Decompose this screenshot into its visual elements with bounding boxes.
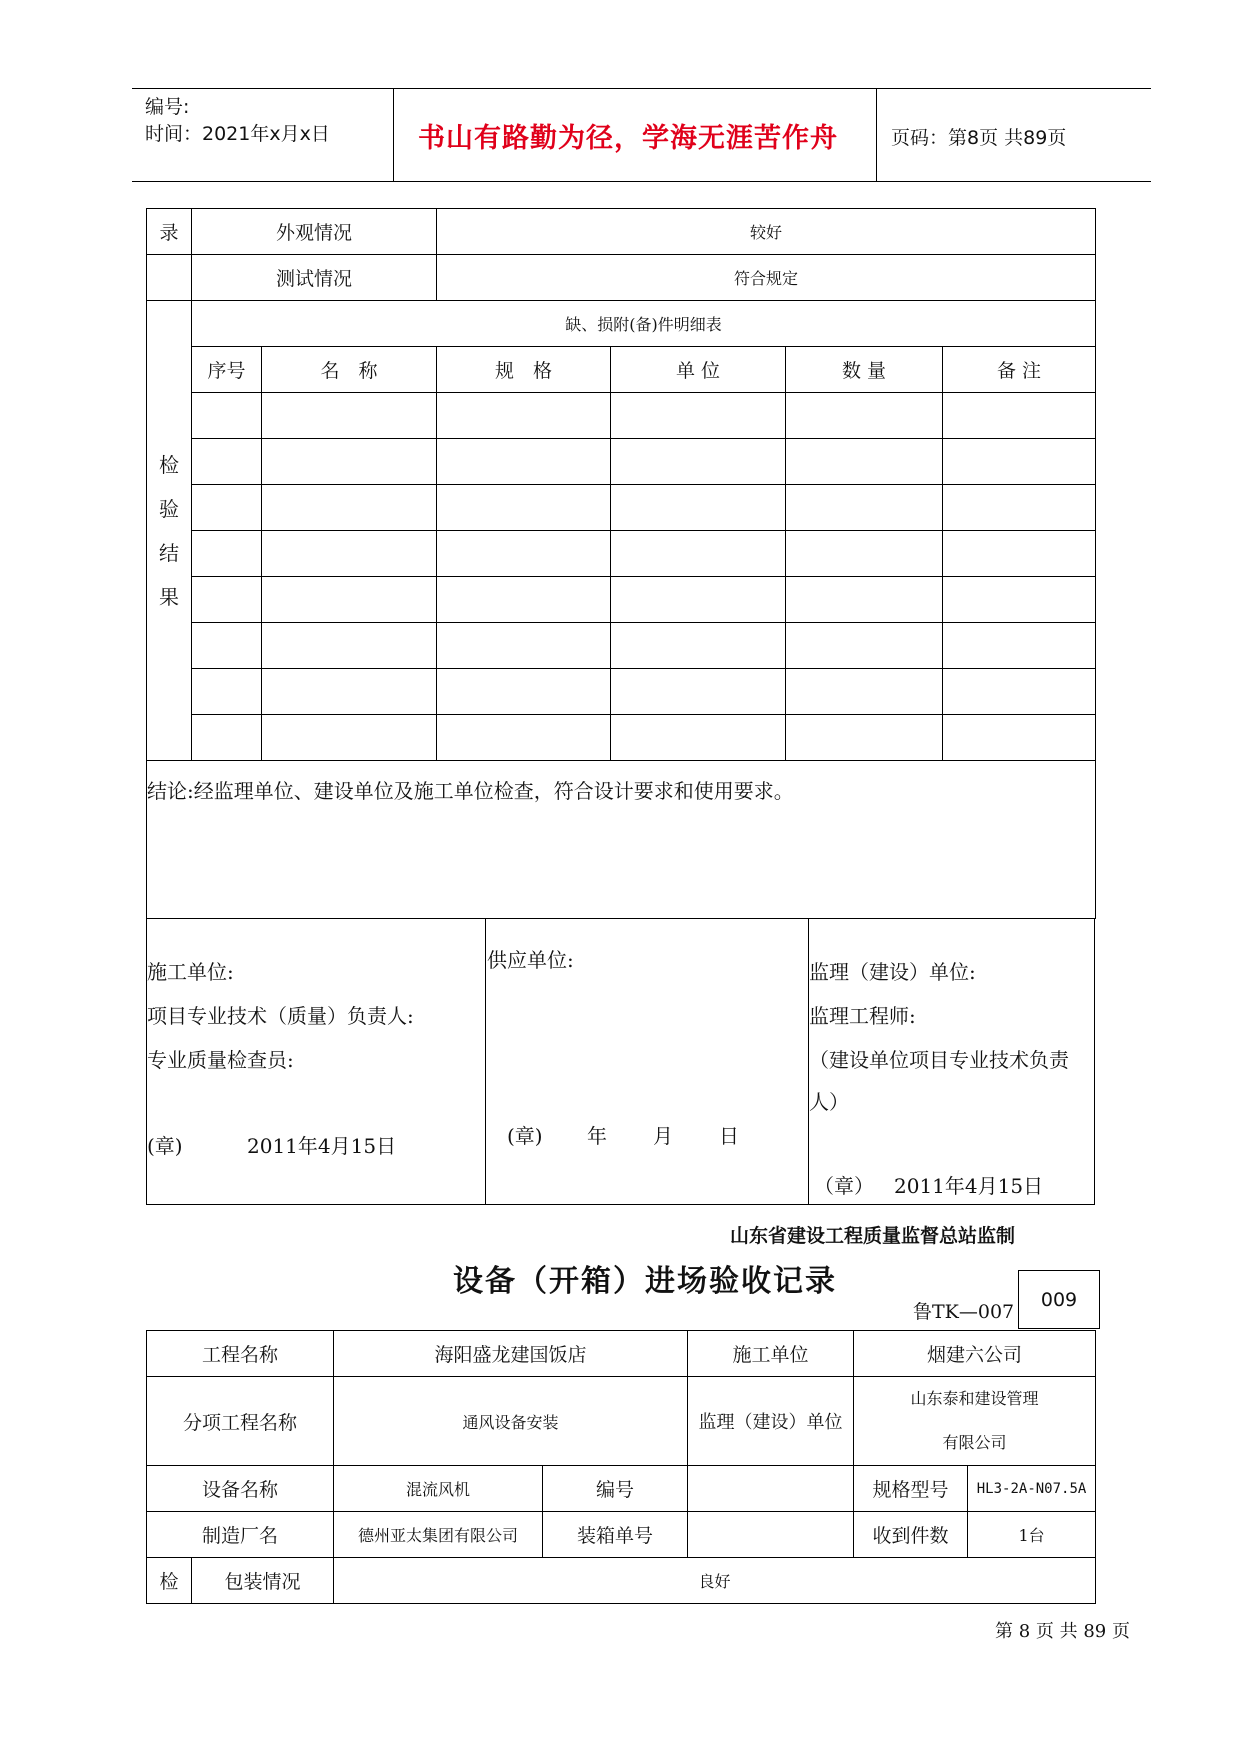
motto: 书山有路勤为径，学海无涯苦作舟 [418, 123, 838, 154]
packing-no-value [688, 1512, 854, 1558]
side-label-blank [147, 255, 192, 301]
supervisor-seal: （章） [814, 1174, 874, 1198]
supervisor-note-line2: 人） [809, 1090, 849, 1114]
supervisor-value-line1: 山东泰和建设管理 [910, 1389, 1039, 1408]
col-header-name: 名 称 [262, 347, 437, 393]
project-name-label: 工程名称 [147, 1331, 334, 1377]
supervisor-date: 2011年4月15日 [894, 1174, 1044, 1198]
conclusion: 结论:经监理单位、建设单位及施工单位检查，符合设计要求和使用要求。 [147, 761, 1096, 919]
supplier-seal: (章) [507, 1124, 543, 1148]
header-divider-1 [393, 88, 394, 181]
col-header-remark: 备 注 [943, 347, 1096, 393]
table-row [147, 485, 1096, 531]
appearance-value: 较好 [437, 209, 1096, 255]
col-header-qty: 数 量 [786, 347, 943, 393]
table-row [147, 623, 1096, 669]
contractor-tech-label: 项目专业技术（质量）负责人: [147, 1004, 414, 1028]
equipment-name-value: 混流风机 [334, 1466, 543, 1512]
header-top-rule [132, 88, 1151, 89]
issuing-org: 山东省建设工程质量监督总站监制 [730, 1225, 1016, 1247]
col-header-unit: 单 位 [611, 347, 786, 393]
supervisor-label: 监理（建设）单位 [688, 1377, 854, 1466]
received-value: 1台 [968, 1512, 1096, 1558]
table-row [147, 715, 1096, 761]
maker-label: 制造厂名 [147, 1512, 334, 1558]
inspect-side-label: 检 [147, 1558, 192, 1604]
table-row [147, 577, 1096, 623]
table-row [147, 439, 1096, 485]
number-label: 编号 [543, 1466, 688, 1512]
appearance-label: 外观情况 [192, 209, 437, 255]
model-label: 规格型号 [854, 1466, 968, 1512]
contractor-unit-label: 施工单位: [147, 960, 234, 984]
equipment-table [146, 1330, 1096, 1604]
contractor-seal: (章) [147, 1134, 183, 1158]
packaging-label: 包装情况 [192, 1558, 334, 1604]
form-code-label: 鲁TK—007 [913, 1301, 1015, 1323]
contractor-value: 烟建六公司 [854, 1331, 1096, 1377]
supplier-day: 日 [719, 1124, 739, 1148]
test-label: 测试情况 [192, 255, 437, 301]
model-value: HL3-2A-N07.5A [968, 1466, 1096, 1512]
side-char-1: 检 [159, 452, 179, 477]
supplier-month: 月 [653, 1124, 673, 1148]
header-divider-2 [876, 88, 877, 181]
equipment-name-label: 设备名称 [147, 1466, 334, 1512]
table-row [147, 393, 1096, 439]
packaging-value: 良好 [334, 1558, 1096, 1604]
contractor-label: 施工单位 [688, 1331, 854, 1377]
supplier-unit-label: 供应单位: [487, 948, 574, 972]
page-title: 设备（开箱）进场验收记录 [453, 1264, 837, 1299]
table-row [147, 531, 1096, 577]
sub-project-label: 分项工程名称 [147, 1377, 334, 1466]
supplier-year: 年 [587, 1124, 607, 1148]
number-value [688, 1466, 854, 1512]
header-bottom-rule [132, 181, 1151, 182]
supervisor-unit-label: 监理（建设）单位: [809, 960, 976, 984]
table-row [147, 669, 1096, 715]
side-char-4: 果 [159, 584, 179, 609]
side-char-2: 验 [159, 496, 179, 521]
supervisor-value [854, 1377, 1096, 1466]
side-label-inspection-result [147, 301, 192, 761]
supervisor-note-line1: （建设单位项目专业技术负责 [809, 1048, 1069, 1072]
side-char-3: 结 [159, 540, 179, 565]
form-code-number: 009 [1018, 1270, 1100, 1329]
defects-table-title: 缺、损附(备)件明细表 [192, 301, 1096, 347]
supervisor-value-line2: 有限公司 [942, 1433, 1007, 1452]
maker-value: 德州亚太集团有限公司 [334, 1512, 543, 1558]
footer-page-number: 第 8 页 共 89 页 [995, 1621, 1130, 1642]
serial-label: 编号: [145, 96, 190, 118]
received-label: 收到件数 [854, 1512, 968, 1558]
test-value: 符合规定 [437, 255, 1096, 301]
inspection-table [146, 208, 1096, 919]
project-name-value: 海阳盛龙建国饭店 [334, 1331, 688, 1377]
page-code: 页码：第8页 共89页 [891, 127, 1067, 149]
contractor-qc-label: 专业质量检查员: [147, 1048, 294, 1072]
supervisor-engineer-label: 监理工程师: [809, 1004, 916, 1028]
col-header-spec: 规 格 [437, 347, 611, 393]
side-label-record: 录 [147, 209, 192, 255]
sub-project-value: 通风设备安装 [334, 1377, 688, 1466]
col-header-serial: 序号 [192, 347, 262, 393]
time-label: 时间：2021年x月x日 [145, 123, 330, 145]
contractor-date: 2011年4月15日 [247, 1134, 397, 1158]
packing-no-label: 装箱单号 [543, 1512, 688, 1558]
signature-divider-1 [485, 918, 486, 1205]
